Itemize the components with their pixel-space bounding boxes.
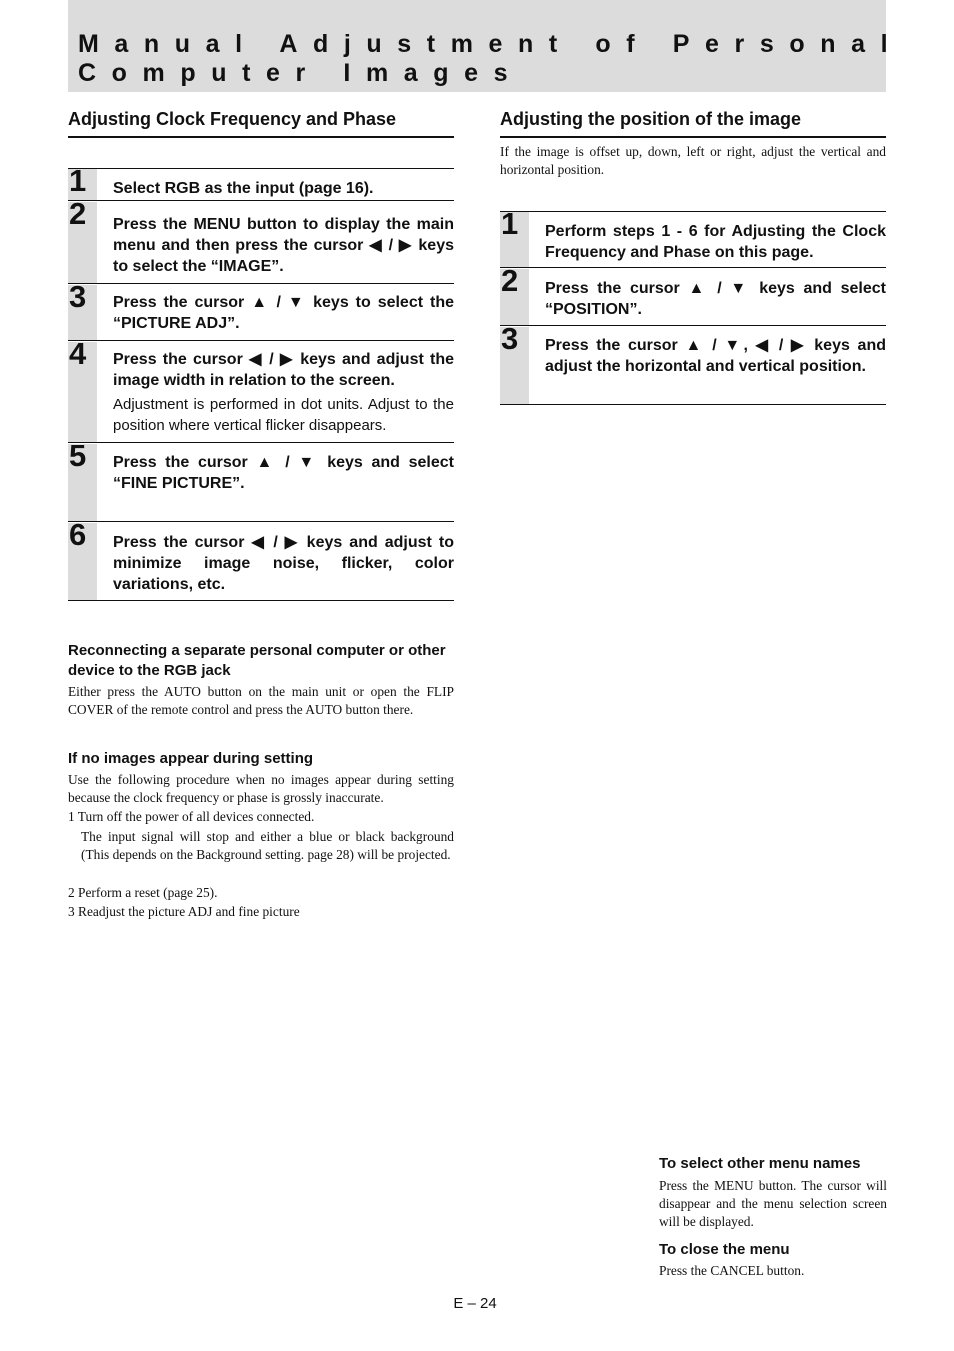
procedure-item-1: 1 Turn off the power of all devices connected. [68, 809, 315, 824]
step-text: Press the cursor ▲ / ▼, ◀ / ▶ keys and adjust the horizontal and vertical position. [545, 337, 886, 375]
step-text: Select RGB as the input (page 16). [113, 180, 374, 197]
step-number: 3 [501, 321, 519, 356]
close-menu-heading: To close the menu [659, 1241, 790, 1258]
step-item [500, 206, 886, 268]
step-text: Press the cursor ◀ / ▶ keys and adjust the image width in relation to the screen. [113, 351, 454, 389]
step-item [68, 196, 454, 284]
no-images-body: Use the following procedure when no images appear during setting because the clock frequency or phase is grossly inaccurate. [68, 772, 454, 805]
step-divider [68, 442, 454, 443]
step-item [68, 336, 454, 443]
reconnect-heading: Reconnecting a separate personal computer or other device to the RGB jack [68, 642, 446, 679]
page-title-line-1: Manual Adjustment of Personal [78, 30, 904, 58]
step-divider [68, 600, 454, 601]
position-steps [500, 206, 886, 405]
procedure-item-2: 2 Perform a reset (page 25). [68, 885, 218, 900]
close-menu-body: Press the CANCEL button. [659, 1263, 805, 1278]
step-number: 2 [501, 263, 519, 298]
step-item [68, 517, 454, 601]
page-number: E – 24 [453, 1295, 497, 1312]
step-item [500, 263, 886, 326]
step-divider [500, 267, 886, 268]
clock-phase-heading: Adjusting Clock Frequency and Phase [68, 109, 397, 129]
step-text: Press the cursor ▲ / ▼ keys and select “FINE PICTURE”. [113, 454, 454, 492]
select-menu-names-body: Press the MENU button. The cursor will disappear and the menu selection screen will be displayed. [659, 1178, 887, 1229]
heading-rule [500, 136, 886, 138]
procedure-item-1-detail: The input signal will stop and either a blue or black background (This depends on the Background setting. page 28) will be projected. [81, 829, 454, 862]
step-number: 4 [69, 336, 87, 371]
procedure-item-3: 3 Readjust the picture ADJ and fine picture [68, 904, 300, 919]
step-number: 2 [69, 196, 87, 231]
step-divider [500, 404, 886, 405]
page-title-line-2: Computer Images [78, 59, 524, 87]
step-divider [68, 200, 454, 201]
step-item [68, 163, 454, 201]
step-item [500, 321, 886, 405]
heading-rule [68, 136, 454, 138]
step-divider [68, 521, 454, 522]
reconnect-body: Either press the AUTO button on the main unit or open the FLIP COVER of the remote control and press the AUTO button there. [68, 684, 454, 717]
step-item [68, 279, 454, 341]
step-text: Press the cursor ▲ / ▼ keys to select the “PICTURE ADJ”. [113, 294, 454, 332]
step-number: 6 [69, 517, 87, 552]
step-number: 1 [501, 206, 519, 241]
step-text: Press the MENU button to display the main menu and then press the cursor ◀ / ▶ keys to select the “IMAGE”. [113, 216, 454, 275]
clock-phase-steps [68, 163, 454, 601]
position-heading: Adjusting the position of the image [500, 109, 801, 129]
position-intro: If the image is offset up, down, left or right, adjust the vertical and horizontal position. [500, 144, 886, 177]
step-divider [68, 340, 454, 341]
select-menu-names-heading: To select other menu names [659, 1155, 861, 1172]
step-number: 1 [69, 163, 87, 198]
step-number: 5 [69, 438, 87, 473]
step-divider [500, 325, 886, 326]
no-images-heading: If no images appear during setting [68, 750, 314, 767]
step-note: Adjustment is performed in dot units. Adjust to the position where vertical flicker disappears. [113, 396, 454, 434]
step-item [68, 438, 454, 522]
step-text: Press the cursor ▲ / ▼ keys and select “POSITION”. [545, 280, 886, 318]
step-number: 3 [69, 279, 87, 314]
title-banner [68, 0, 904, 92]
step-text: Perform steps 1 - 6 for Adjusting the Clock Frequency and Phase on this page. [545, 223, 886, 261]
step-text: Press the cursor ◀ / ▶ keys and adjust to minimize image noise, flicker, color variations, etc. [113, 534, 454, 593]
step-divider [68, 283, 454, 284]
